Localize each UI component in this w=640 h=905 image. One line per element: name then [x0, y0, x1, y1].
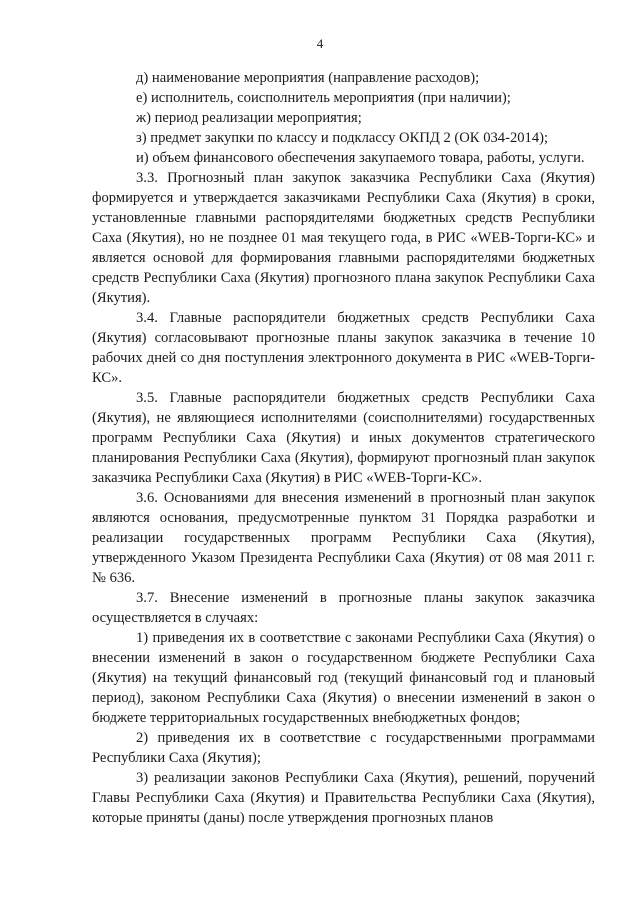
- list-item-z: з) предмет закупки по классу и подклассу ОКПД 2 (ОК 034-2014);: [136, 130, 549, 146]
- list-item-d: д) наименование мероприятия (направление расходов);: [136, 70, 480, 86]
- list-item-zh: ж) период реализации мероприятия;: [136, 110, 362, 126]
- list-item-2: 2) приведения их в соответствие с государственными программами Республики Саха (Якутия);: [92, 730, 595, 766]
- paragraph-3-4: 3.4. Главные распорядители бюджетных средств Республики Саха (Якутия) согласовывают прогнозные планы закупок заказчика в течение 10 рабочих дней со дня поступления электронного документа в РИС «WEB-Торги-КС».: [92, 310, 595, 386]
- page-number: 4: [316, 36, 324, 51]
- paragraph-3-6: 3.6. Основаниями для внесения изменений в прогнозный план закупок являются основания, предусмотренные пунктом 31 Порядка разработки и реализации государственных программ Республики Саха (Якутия), утвержденного Указом Президента Республики Саха (Якутия) от 08 мая 2011 г. № 636.: [92, 490, 595, 586]
- list-item-e: е) исполнитель, соисполнитель мероприятия (при наличии);: [136, 90, 511, 106]
- paragraph-3-7: 3.7. Внесение изменений в прогнозные планы закупок заказчика осуществляется в случаях:: [92, 590, 595, 626]
- document-body: [92, 68, 595, 828]
- list-item-i: и) объем финансового обеспечения закупаемого товара, работы, услуги.: [136, 150, 585, 166]
- paragraph-3-3: 3.3. Прогнозный план закупок заказчика Республики Саха (Якутия) формируется и утверждается заказчиками Республики Саха (Якутия) в сроки, установленные главными распорядителями бюджетных средств Республики Саха (Якутия), но не позднее 01 мая текущего года, в РИС «WEB-Торги-КС» и является основой для формирования главными распорядителями бюджетных средств Республики Саха (Якутия) прогнозного плана закупок Республики Саха (Якутия).: [92, 170, 595, 306]
- list-item-1: 1) приведения их в соответствие с законами Республики Саха (Якутия) о внесении изменений в закон о государственном бюджете Республики Саха (Якутия) на текущий финансовый год (текущий финансовый год и плановый период), законом Республики Саха (Якутия) о внесении изменений в закон о бюджете территориальных государственных внебюджетных фондов;: [92, 630, 595, 726]
- paragraph-3-5: 3.5. Главные распорядители бюджетных средств Республики Саха (Якутия), не являющиеся исполнителями (соисполнителями) государственных программ Республики Саха (Якутия) и иных документов стратегического планирования Республики Саха (Якутия), формируют прогнозный план закупок заказчика Республики Саха (Якутия) в РИС «WEB-Торги-КС».: [92, 390, 595, 486]
- list-item-3: 3) реализации законов Республики Саха (Якутия), решений, поручений Главы Республики Саха (Якутия) и Правительства Республики Саха (Якутия), которые приняты (даны) после утверждения прогнозных планов: [92, 770, 595, 826]
